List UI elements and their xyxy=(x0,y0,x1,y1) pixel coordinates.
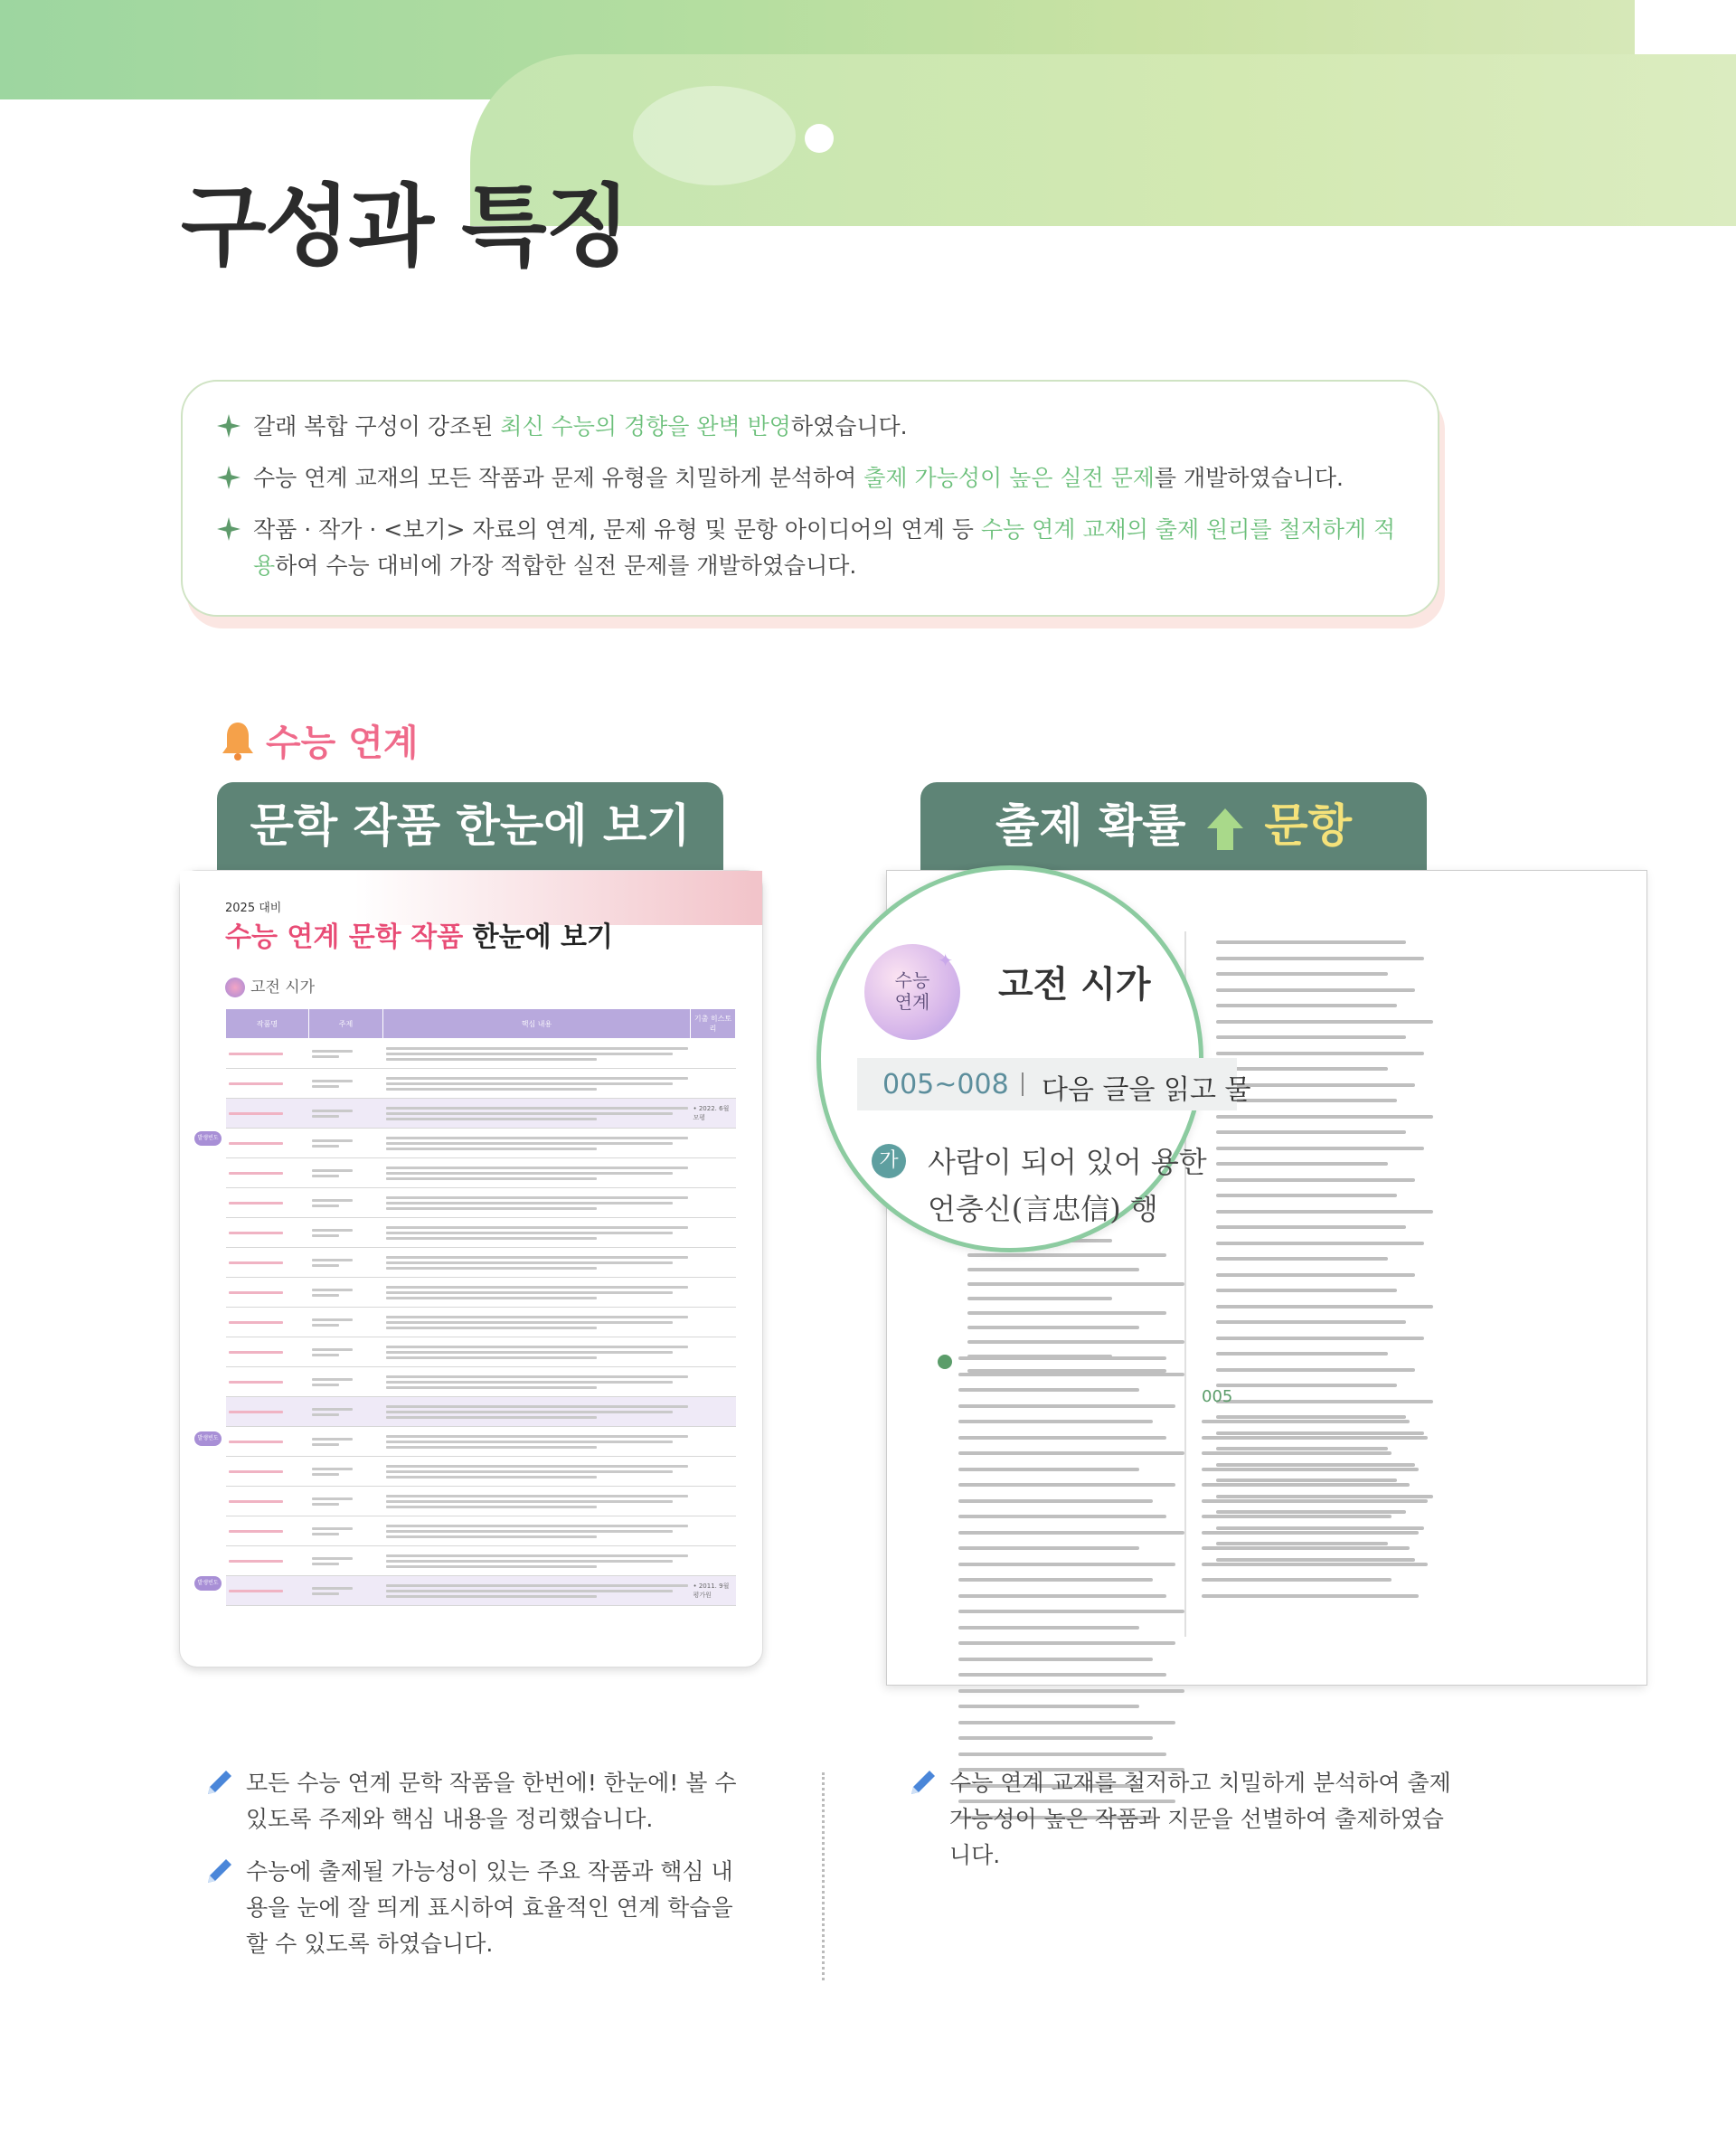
table-cell xyxy=(383,1576,691,1606)
table-cell xyxy=(691,1397,736,1427)
text-line xyxy=(1216,940,1406,944)
text-line xyxy=(967,1326,1139,1329)
table-row xyxy=(226,1457,736,1487)
section-title: 수능 연계 xyxy=(266,723,419,764)
table-cell xyxy=(226,1188,309,1218)
text-line xyxy=(1202,1563,1428,1566)
text-line xyxy=(1216,1510,1406,1514)
table-cell xyxy=(691,1487,736,1516)
pencil-icon xyxy=(906,1767,939,1800)
table-row xyxy=(226,1039,736,1069)
arrow-up-icon xyxy=(1205,807,1245,852)
table-cell: • 2011. 9월 평가원 xyxy=(691,1576,736,1606)
table-row xyxy=(226,1248,736,1278)
text-line xyxy=(1216,1558,1415,1562)
col-header: 기출 히스토리 xyxy=(691,1009,736,1039)
text-line xyxy=(1202,1594,1419,1598)
badge-text: 수능 연계 xyxy=(894,969,930,1013)
text-line xyxy=(967,1253,1166,1257)
table-row xyxy=(226,1546,736,1576)
text-line xyxy=(958,1626,1139,1630)
table-cell xyxy=(226,1069,309,1099)
pencil-icon xyxy=(203,1767,235,1800)
table-cell xyxy=(383,1129,691,1158)
col-header: 작품명 xyxy=(226,1009,309,1039)
table-cell xyxy=(226,1278,309,1308)
table-cell xyxy=(309,1576,383,1606)
text-line xyxy=(1216,1225,1406,1229)
table-cell xyxy=(383,1457,691,1487)
table-cell xyxy=(383,1337,691,1367)
text-line xyxy=(1216,1495,1433,1498)
table-row xyxy=(226,1397,736,1427)
intro-highlight: 수능 연계 교재의 출제 원리를 철저하게 적용 xyxy=(253,516,1396,579)
text-line xyxy=(1216,1368,1415,1372)
text-line xyxy=(1216,1147,1424,1150)
text-line xyxy=(1202,1531,1419,1535)
text-line xyxy=(958,1546,1139,1550)
table-cell xyxy=(309,1487,383,1516)
table-cell xyxy=(226,1546,309,1576)
table-cell xyxy=(309,1367,383,1397)
table-cell xyxy=(309,1218,383,1248)
table-cell xyxy=(383,1397,691,1427)
text-line xyxy=(958,1468,1139,1471)
passage-line: 언충신(言忠信) 행 xyxy=(928,1192,1158,1226)
tab-accent-text: 문항 xyxy=(1264,799,1353,852)
table-row xyxy=(226,1218,736,1248)
text-line xyxy=(1216,1400,1433,1403)
text-line xyxy=(1202,1451,1392,1455)
table-cell xyxy=(226,1218,309,1248)
table-cell xyxy=(691,1337,736,1367)
text-line xyxy=(1216,1004,1397,1007)
table-cell xyxy=(691,1308,736,1337)
doc-year: 2025 대비 xyxy=(225,902,282,915)
text-line xyxy=(958,1705,1139,1708)
text-line xyxy=(958,1515,1166,1518)
zoom-title: 고전 시가 xyxy=(998,964,1151,1006)
text-line xyxy=(967,1340,1184,1344)
text-line xyxy=(958,1483,1175,1487)
table-cell xyxy=(226,1158,309,1188)
text-line xyxy=(1216,1463,1415,1467)
table-cell xyxy=(309,1516,383,1546)
table-cell xyxy=(691,1367,736,1397)
text-line xyxy=(1216,1320,1406,1324)
text-line xyxy=(1216,1415,1406,1419)
table-cell xyxy=(309,1069,383,1099)
text-line xyxy=(958,1436,1166,1440)
text-line xyxy=(958,1420,1153,1423)
sparkle-icon: ✦ xyxy=(938,949,953,971)
table-row xyxy=(226,1516,736,1546)
table-row xyxy=(226,1278,736,1308)
text-line xyxy=(967,1268,1139,1271)
question-text: 다음 글을 읽고 물 xyxy=(1042,1074,1251,1106)
text-line xyxy=(967,1297,1112,1300)
literature-overview-preview xyxy=(179,870,763,1667)
text-line xyxy=(958,1752,1166,1756)
text-line xyxy=(1216,1479,1397,1482)
intro-item: 수능 연계 교재의 모든 작품과 문제 유형을 치밀하게 분석하여 출제 가능성이 높은 실전 문제를 개발하였습니다. xyxy=(217,460,1410,496)
passage-line: 사람이 되어 있어 용한 xyxy=(928,1145,1207,1179)
table-cell xyxy=(691,1546,736,1576)
text-line xyxy=(1202,1483,1410,1487)
table-cell xyxy=(309,1457,383,1487)
feature-note: 모든 수능 연계 문학 작품을 한번에! 한눈에! 볼 수 있도록 주제와 핵심 내용을 정리했습니다. xyxy=(246,1765,752,1838)
tab-literature-overview: 문학 작품 한눈에 보기 xyxy=(217,782,723,871)
dotted-divider xyxy=(822,1772,825,1980)
side-tag: 발생빈도 xyxy=(194,1576,222,1591)
doc-category: 고전 시가 xyxy=(225,974,315,997)
table-cell xyxy=(309,1039,383,1069)
table-cell xyxy=(383,1367,691,1397)
intro-highlight: 최신 수능의 경향을 완벽 반영 xyxy=(500,413,791,439)
text-line xyxy=(1216,1210,1433,1214)
table-cell xyxy=(691,1248,736,1278)
text-line xyxy=(1216,1178,1415,1182)
table-cell xyxy=(691,1188,736,1218)
category-badge-icon xyxy=(225,978,245,997)
intro-item: 갈래 복합 구성이 강조된 최신 수능의 경향을 완벽 반영하였습니다. xyxy=(217,409,1410,445)
table-cell xyxy=(309,1278,383,1308)
sparkle-icon xyxy=(217,466,241,489)
decor-bubble xyxy=(633,86,796,185)
text-line xyxy=(958,1721,1175,1724)
text-line xyxy=(1202,1515,1392,1518)
table-cell xyxy=(226,1576,309,1606)
intro-box xyxy=(181,380,1439,617)
text-line xyxy=(958,1641,1175,1645)
table-cell xyxy=(383,1278,691,1308)
text-line xyxy=(958,1404,1175,1408)
table-cell xyxy=(383,1069,691,1099)
text-line xyxy=(958,1578,1153,1582)
table-cell xyxy=(226,1308,309,1337)
table-cell xyxy=(383,1158,691,1188)
table-cell xyxy=(309,1337,383,1367)
text-line xyxy=(1216,1526,1424,1530)
table-cell xyxy=(383,1218,691,1248)
table-cell xyxy=(383,1099,691,1129)
table-row xyxy=(226,1099,736,1129)
text-line xyxy=(958,1736,1153,1740)
text-line xyxy=(958,1689,1184,1693)
passage-marker: 가 xyxy=(872,1144,906,1178)
text-line xyxy=(1202,1436,1428,1440)
text-line xyxy=(1216,1352,1388,1356)
table-cell xyxy=(309,1248,383,1278)
table-cell xyxy=(226,1129,309,1158)
table-cell xyxy=(383,1487,691,1516)
text-line xyxy=(1216,1447,1388,1450)
text-line xyxy=(1202,1499,1428,1503)
table-cell xyxy=(383,1248,691,1278)
page-title: 구성과 특징 xyxy=(181,175,629,279)
feature-note: 수능에 출제될 가능성이 있는 주요 작품과 핵심 내용을 눈에 잘 띄게 표시하여 효율적인 연계 학습을 할 수 있도록 하였습니다. xyxy=(246,1854,752,1962)
table-cell xyxy=(226,1337,309,1367)
table-cell xyxy=(691,1457,736,1487)
col-header: 주제 xyxy=(309,1009,383,1039)
text-line xyxy=(1216,957,1424,960)
table-cell xyxy=(691,1516,736,1546)
table-row xyxy=(226,1487,736,1516)
text-line xyxy=(958,1388,1139,1392)
table-row xyxy=(226,1188,736,1218)
text-line xyxy=(1202,1420,1410,1423)
side-tag: 발생빈도 xyxy=(194,1431,222,1446)
table-cell xyxy=(691,1218,736,1248)
table-cell xyxy=(226,1487,309,1516)
text-line xyxy=(958,1610,1184,1613)
tab-text: 출제 확률 xyxy=(995,799,1186,852)
divider xyxy=(1022,1072,1024,1096)
table-cell xyxy=(691,1158,736,1188)
table-cell xyxy=(226,1248,309,1278)
text-line xyxy=(1216,1020,1433,1024)
text-line xyxy=(1216,1130,1406,1134)
table-cell xyxy=(309,1099,383,1129)
table-cell xyxy=(383,1039,691,1069)
table-row xyxy=(226,1158,736,1188)
table-cell xyxy=(383,1188,691,1218)
text-line xyxy=(1216,1273,1415,1277)
text-line xyxy=(1216,1305,1433,1308)
sparkle-icon xyxy=(217,414,241,438)
text-line xyxy=(967,1282,1184,1286)
text-line xyxy=(1202,1468,1419,1471)
text-line xyxy=(1216,1194,1397,1197)
text-line xyxy=(958,1658,1153,1661)
table-cell xyxy=(226,1099,309,1129)
table-cell xyxy=(383,1516,691,1546)
text-line xyxy=(958,1563,1175,1566)
text-line xyxy=(958,1499,1153,1503)
table-cell xyxy=(226,1397,309,1427)
table-cell xyxy=(691,1039,736,1069)
table-cell xyxy=(691,1129,736,1158)
table-cell xyxy=(691,1278,736,1308)
text-line xyxy=(1216,1431,1424,1435)
table-cell xyxy=(309,1158,383,1188)
table-cell xyxy=(691,1427,736,1457)
works-table xyxy=(225,1008,736,1606)
text-line xyxy=(1202,1578,1392,1582)
table-cell xyxy=(383,1546,691,1576)
table-cell xyxy=(226,1516,309,1546)
side-tag: 발생빈도 xyxy=(194,1131,222,1146)
table-cell xyxy=(383,1427,691,1457)
intro-highlight: 출제 가능성이 높은 실전 문제 xyxy=(863,465,1155,491)
table-cell xyxy=(226,1039,309,1069)
text-line xyxy=(958,1673,1166,1677)
text-line xyxy=(958,1356,1166,1360)
text-line xyxy=(1216,1035,1406,1039)
bell-icon xyxy=(220,721,256,761)
linked-badge xyxy=(864,944,960,1040)
text-line xyxy=(958,1594,1166,1598)
intro-item: 작품 · 작가 · <보기> 자료의 연계, 문제 유형 및 문항 아이디어의 연계 등 수능 연계 교재의 출제 원리를 철저하게 적용하여 수능 대비에 가장 적합한 실전 문제를 개발하였습니다. xyxy=(217,512,1410,584)
text-line xyxy=(1216,988,1415,992)
text-line xyxy=(958,1373,1184,1376)
text-line xyxy=(1216,1242,1424,1245)
table-row xyxy=(226,1337,736,1367)
text-line xyxy=(1216,1384,1397,1387)
table-cell xyxy=(309,1397,383,1427)
decor-dot xyxy=(805,124,834,153)
table-row xyxy=(226,1069,736,1099)
table-row xyxy=(226,1129,736,1158)
table-cell xyxy=(226,1427,309,1457)
text-line xyxy=(958,1451,1184,1455)
text-line xyxy=(1216,1052,1424,1055)
table-cell xyxy=(309,1129,383,1158)
table-row xyxy=(226,1427,736,1457)
text-line xyxy=(1216,1115,1433,1119)
feature-note: 수능 연계 교재를 철저하고 치밀하게 분석하여 출제 가능성이 높은 작품과 지문을 선별하여 출제하였습니다. xyxy=(949,1765,1456,1874)
table-cell: • 2022. 6월 모평 xyxy=(691,1099,736,1129)
small-question-number: 005 xyxy=(1202,1387,1233,1406)
doc-heading: 수능 연계 문학 작품 한눈에 보기 xyxy=(225,921,613,953)
text-line xyxy=(958,1531,1184,1535)
text-line xyxy=(1216,972,1388,976)
table-cell xyxy=(309,1308,383,1337)
tab-high-probability xyxy=(920,782,1427,871)
pencil-icon xyxy=(203,1856,235,1888)
col-header: 핵심 내용 xyxy=(383,1009,691,1039)
table-cell xyxy=(226,1457,309,1487)
table-cell xyxy=(309,1546,383,1576)
text-line xyxy=(967,1311,1166,1315)
text-line xyxy=(1202,1546,1410,1550)
text-line xyxy=(1216,1289,1397,1292)
magnifier-zoom xyxy=(816,865,1251,1252)
table-row xyxy=(226,1576,736,1606)
sparkle-icon xyxy=(217,517,241,541)
text-line xyxy=(1216,1542,1388,1545)
question-marker-icon xyxy=(938,1355,952,1369)
table-cell xyxy=(691,1069,736,1099)
table-cell xyxy=(383,1308,691,1337)
table-row xyxy=(226,1308,736,1337)
text-line xyxy=(1216,1257,1388,1261)
table-cell xyxy=(309,1188,383,1218)
question-number: 005~008 xyxy=(882,1069,1009,1101)
table-row xyxy=(226,1367,736,1397)
text-line xyxy=(1216,1162,1388,1166)
text-line xyxy=(1216,1337,1424,1340)
table-cell xyxy=(309,1427,383,1457)
table-cell xyxy=(226,1367,309,1397)
